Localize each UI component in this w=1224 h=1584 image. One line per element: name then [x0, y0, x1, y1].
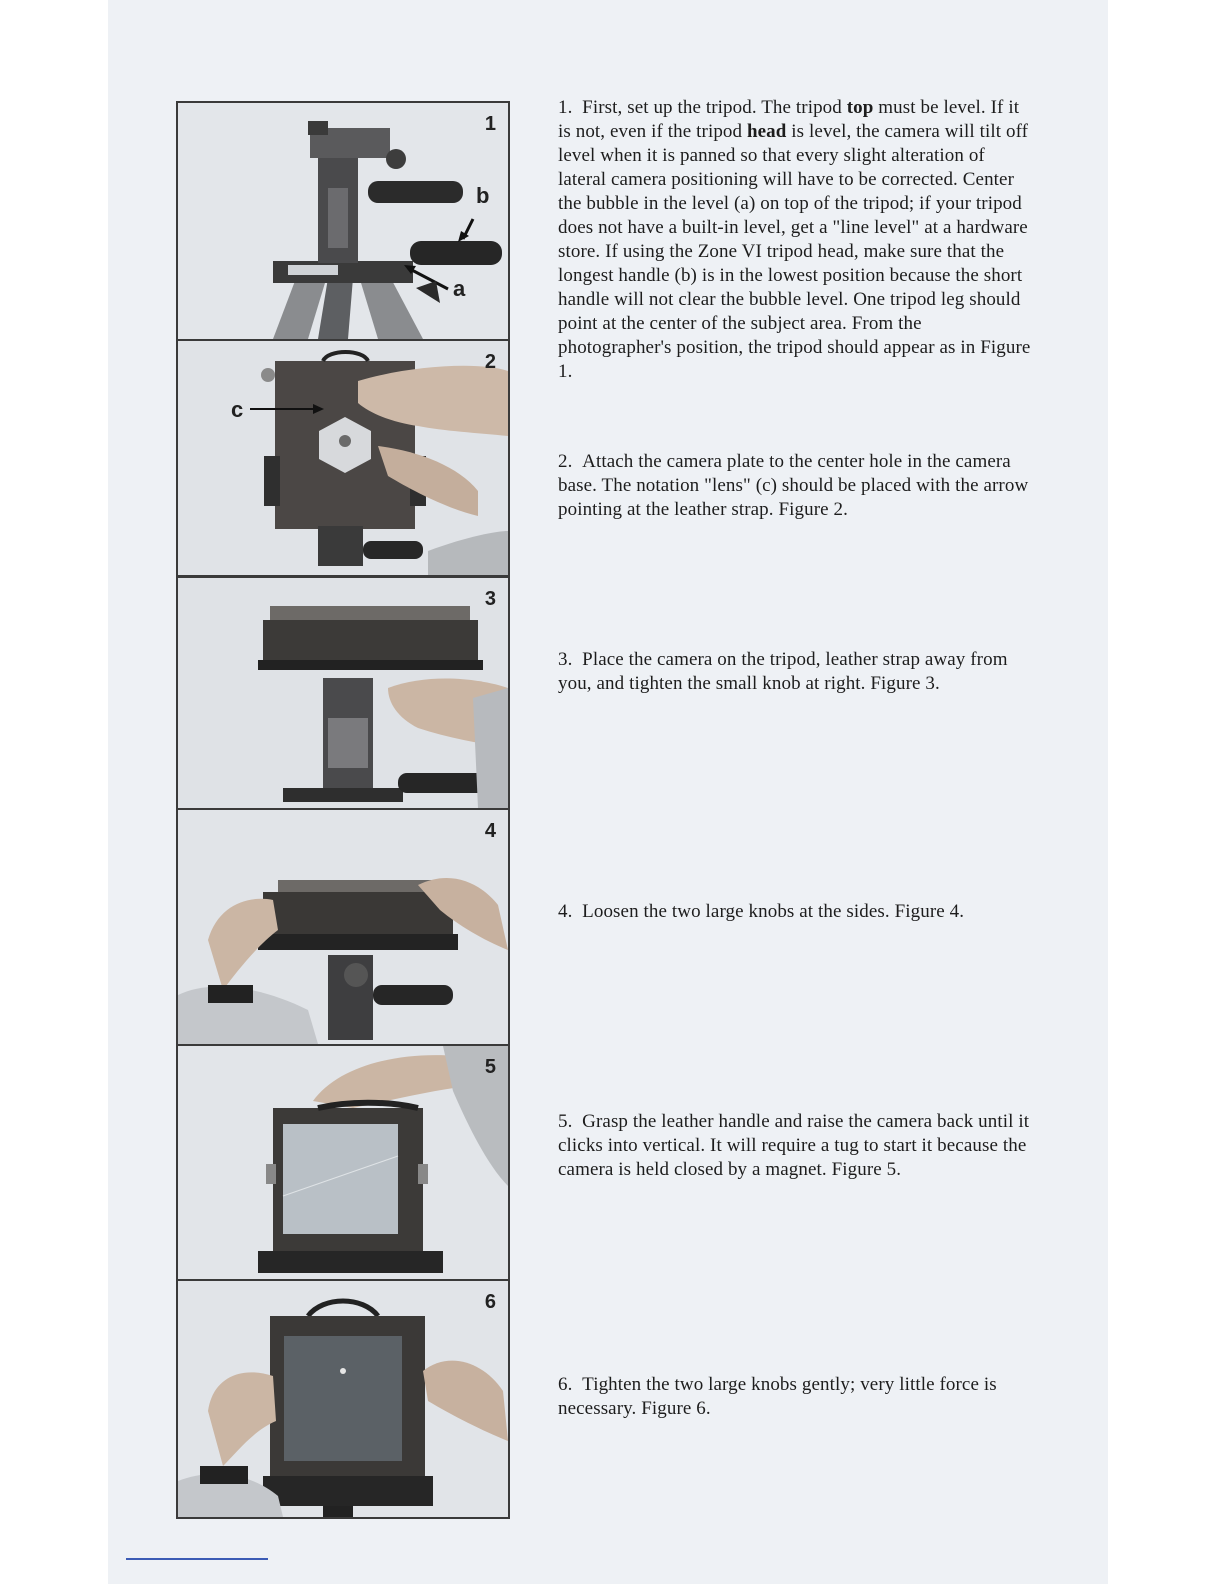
step-3-number: 3.: [558, 649, 573, 670]
figure-2-number: 2: [484, 351, 496, 373]
figure-5: [176, 1044, 510, 1282]
figure-5-number: 5: [484, 1056, 496, 1078]
step-6: [558, 1373, 1036, 1421]
step-2-text: 2. Attach the camera plate to the center hole in the camera base. The notation "lens" (c) should be placed with the arrow pointing at the leather strap. Figure 2.: [558, 451, 1029, 520]
figure-1-photo: [178, 103, 508, 339]
figure-3: [176, 576, 510, 810]
figure-4-number: 4: [484, 820, 496, 842]
emphasis-top: top: [846, 97, 874, 118]
figure-6-photo: [178, 1281, 508, 1517]
step-6-number: 6.: [558, 1374, 573, 1395]
left-margin: [0, 0, 108, 1584]
emphasis-head: head: [746, 121, 787, 142]
callout-a: a: [453, 276, 466, 301]
callout-b: b: [476, 183, 490, 208]
figure-6: [176, 1279, 510, 1519]
step-4-text: 4. Loosen the two large knobs at the sides. Figure 4.: [558, 901, 965, 922]
figure-3-photo: [178, 578, 508, 808]
step-5: [558, 1110, 1036, 1182]
figure-2: [176, 339, 510, 577]
figure-1-number: 1: [484, 113, 496, 135]
figure-6-number: 6: [484, 1291, 496, 1313]
right-margin: [1108, 0, 1224, 1584]
figure-4: [176, 808, 510, 1046]
step-4: [558, 900, 998, 924]
step-6-text: 6. Tighten the two large knobs gently; very little force is necessary. Figure 6.: [558, 1374, 997, 1419]
footnote-rule: [126, 1558, 268, 1560]
step-1: [558, 96, 1036, 384]
step-5-text: 5. Grasp the leather handle and raise the camera back until it clicks into vertical. It will require a tug to start it because the camera is held closed by a magnet. Figure 5.: [558, 1111, 1030, 1180]
step-1-number: 1.: [558, 97, 573, 118]
figure-2-photo: [178, 341, 508, 575]
step-3-text: 3. Place the camera on the tripod, leather strap away from you, and tighten the small knob at right. Figure 3.: [558, 649, 1008, 694]
callout-c: c: [231, 397, 244, 422]
step-3: [558, 648, 1018, 696]
step-4-number: 4.: [558, 901, 573, 922]
step-2: [558, 450, 1036, 522]
step-5-number: 5.: [558, 1111, 573, 1132]
figure-5-photo: [178, 1046, 508, 1280]
step-1-text: 1. First, set up the tripod. The tripod top must be level. If it is not, even if the tripod head is level, the camera will tilt off level when it is panned so that every slight alteration of lateral camera positioning will have to be corrected. Center the bubble in the level (a) on top of the tripod; if your tripod does not have a built-in level, get a "line level" at a hardware store. If using the Zone VI tripod head, make sure that the longest handle (b) is in the lowest position because the short handle will not clear the bubble level. One tripod leg should point at the center of the subject area. From the photographer's position, the tripod should appear as in Figure 1.: [558, 97, 1031, 382]
figure-1: [176, 101, 510, 341]
step-2-number: 2.: [558, 451, 573, 472]
figure-3-number: 3: [484, 588, 496, 610]
figure-4-photo: [178, 810, 508, 1044]
